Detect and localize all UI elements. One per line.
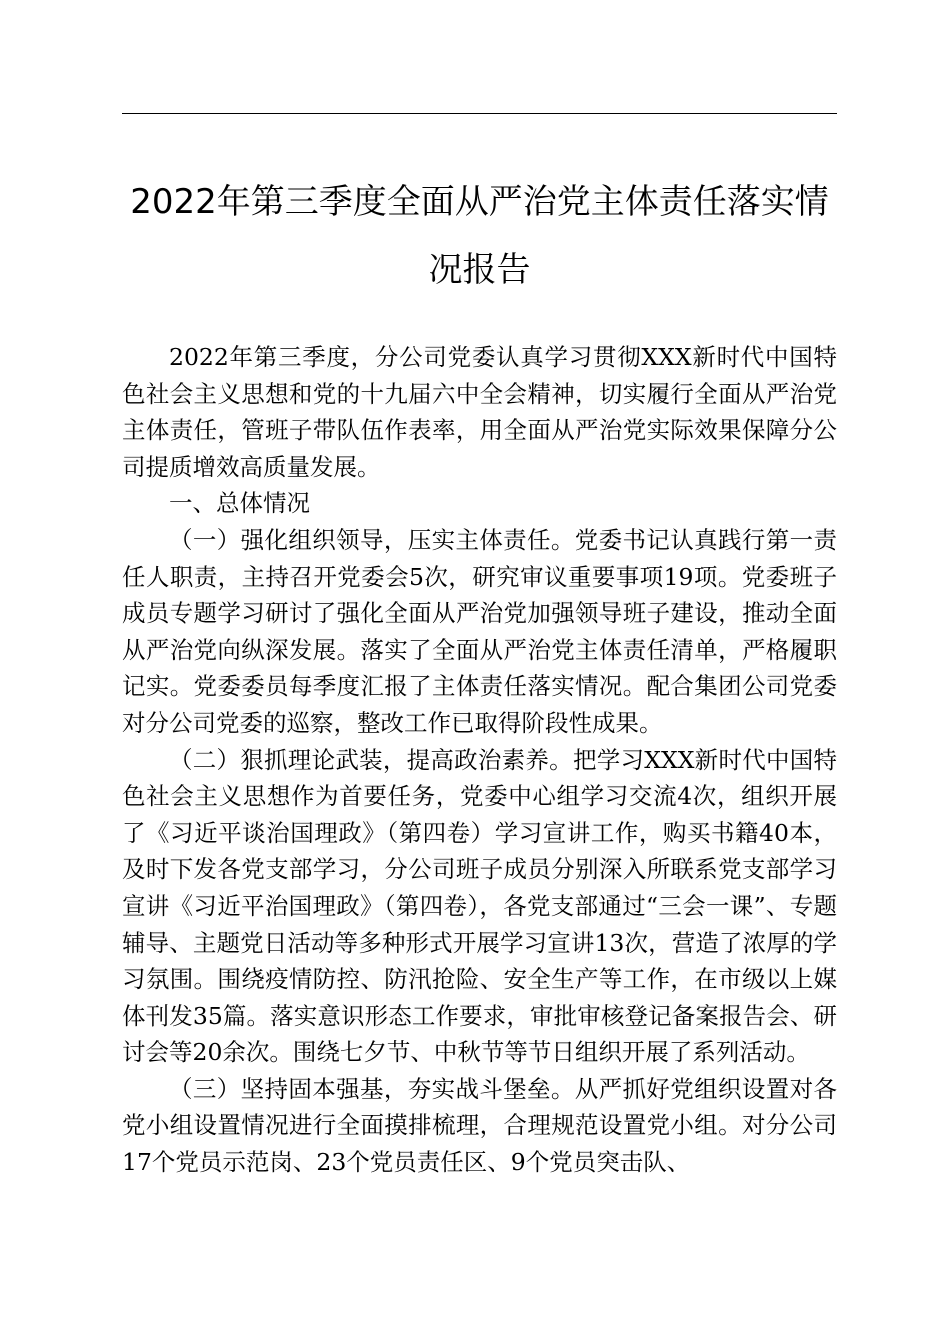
document-body [122,339,837,1181]
paragraph-foundation: （三）坚持固本强基，夯实战斗堡垒。从严抓好党组织设置对各党小组设置情况进行全面摸排梳理，合理规范设置党小组。对分公司17个党员示范岗、23个党员责任区、9个党员突击队、 [122,1074,837,1177]
paragraph-leadership: （一）强化组织领导，压实主体责任。党委书记认真践行第一责任人职责，主持召开党委会5次，研究审议重要事项19项。党委班子成员专题学习研讨了强化全面从严治党加强领导班子建设，推动全面从严治党向纵深发展。落实了全面从严治党主体责任清单，严格履职记实。党委委员每季度汇报了主体责任落实情况。配合集团公司党委对分公司党委的巡察，整改工作已取得阶段性成果。 [122,525,837,737]
document-title: 2022年第三季度全面从严治党主体责任落实情况报告 [130,182,829,290]
section-heading-overall: 一、总体情况 [169,489,310,518]
paragraph-theory: （二）狠抓理论武装，提高政治素养。把学习XXX新时代中国特色社会主义思想作为首要任务，党委中心组学习交流4次，组织开展了《习近平谈治国理政》（第四卷）学习宣讲工作，购买书籍40本，及时下发各党支部学习，分公司班子成员分别深入所联系党支部学习宣讲《习近平治国理政》（第四卷），各党支部通过“三会一课”、专题辅导、主题党日活动等多种形式开展学习宣讲13次，营造了浓厚的学习氛围。围绕疫情防控、防汛抢险、安全生产等工作，在市级以上媒体刊发35篇。落实意识形态工作要求，审批审核登记备案报告会、研讨会等20余次。围绕七夕节、中秋节等节日组织开展了系列活动。 [122,745,837,1067]
paragraph-intro: 2022年第三季度，分公司党委认真学习贯彻XXX新时代中国特色社会主义思想和党的十九届六中全会精神，切实履行全面从严治党主体责任，管班子带队伍作表率，用全面从严治党实际效果保障分公司提质增效高质量发展。 [122,343,837,481]
header-rule [122,113,837,114]
